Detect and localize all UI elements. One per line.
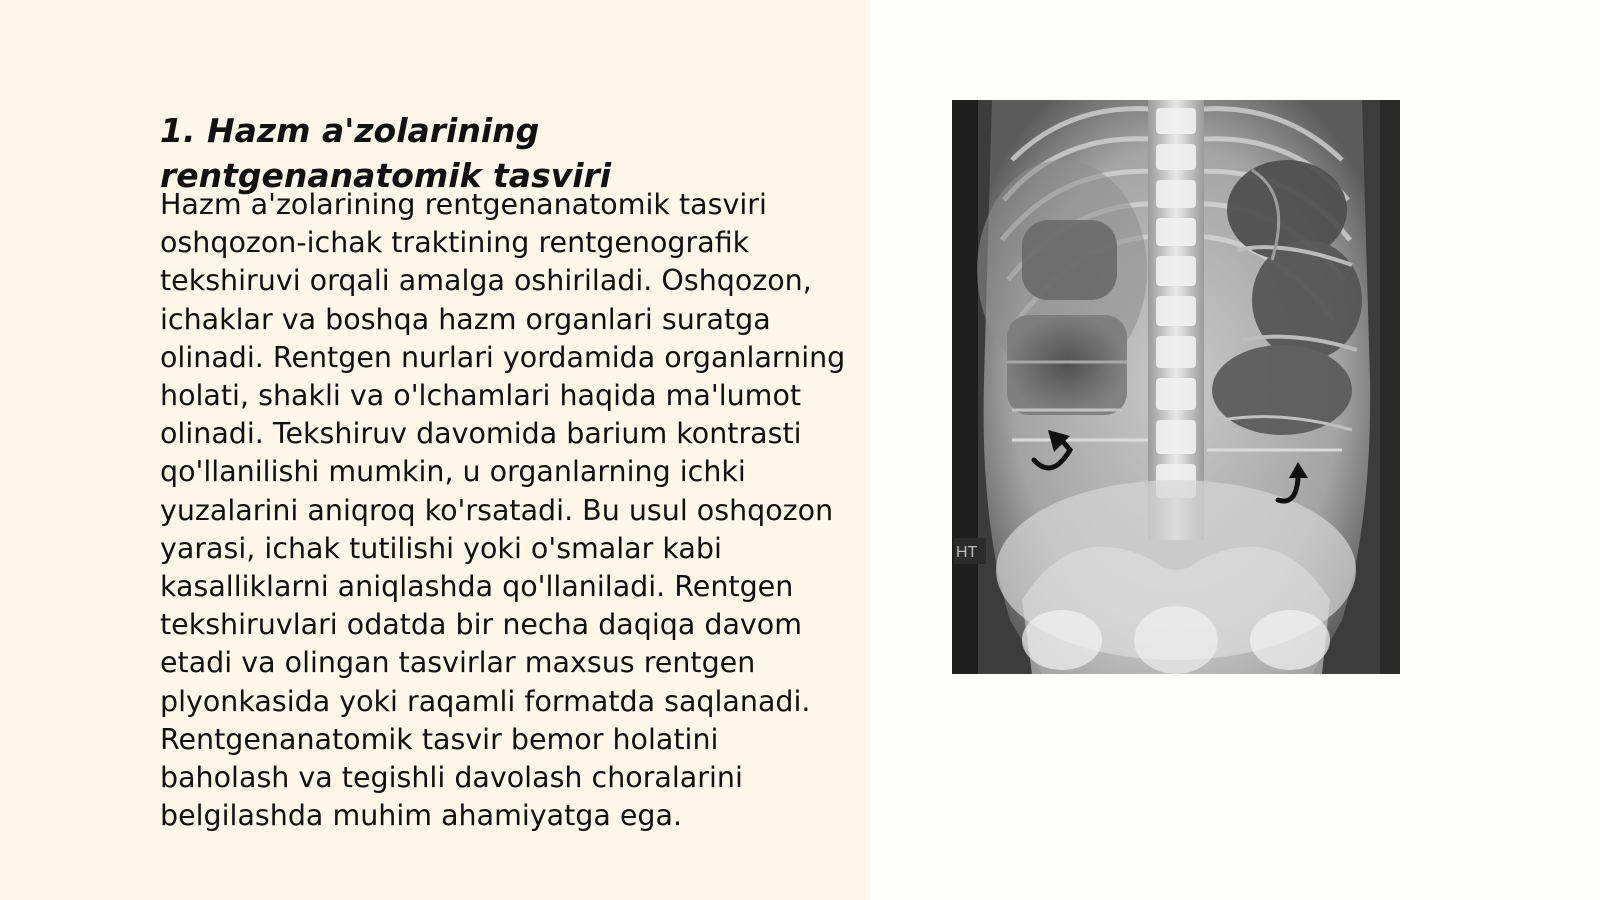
xray-side-marker: HT bbox=[956, 544, 978, 561]
slide-title: 1. Hazm a'zolarining rentgenanatomik tasviri bbox=[160, 111, 612, 195]
slide-body-text: Hazm a'zolarining rentgenanatomik tasviri oshqozon-ichak traktining rentgenografik tekshiruvi orqali amalga oshiriladi. Oshqozon, ichaklar va boshqa hazm organlari suratga olinadi. Rentgen nurlari yordamida organlarning holati, shakli va o'lchamlari haqida ma'lumot olinadi. Tekshiruv davomida barium kontrasti qo'llanilishi mumkin, u organlarning ichki yuzalarini aniqroq ko'rsatadi. Bu usul oshqozon yarasi, ichak tutilishi yoki o'smalar kabi kasalliklarni aniqlashda qo'llaniladi. Rentgen tekshiruvlari odatda bir necha daqiqa davom etadi va olingan tasvirlar maxsus rentgen plyonkasida yoki raqamli formatda saqlanadi. Rentgenanatomik tasvir bemor holatini baholash va tegishli davolash choralarini belgilashda muhim ahamiyatga ega. bbox=[160, 188, 846, 833]
abdominal-xray-image bbox=[952, 100, 1400, 674]
